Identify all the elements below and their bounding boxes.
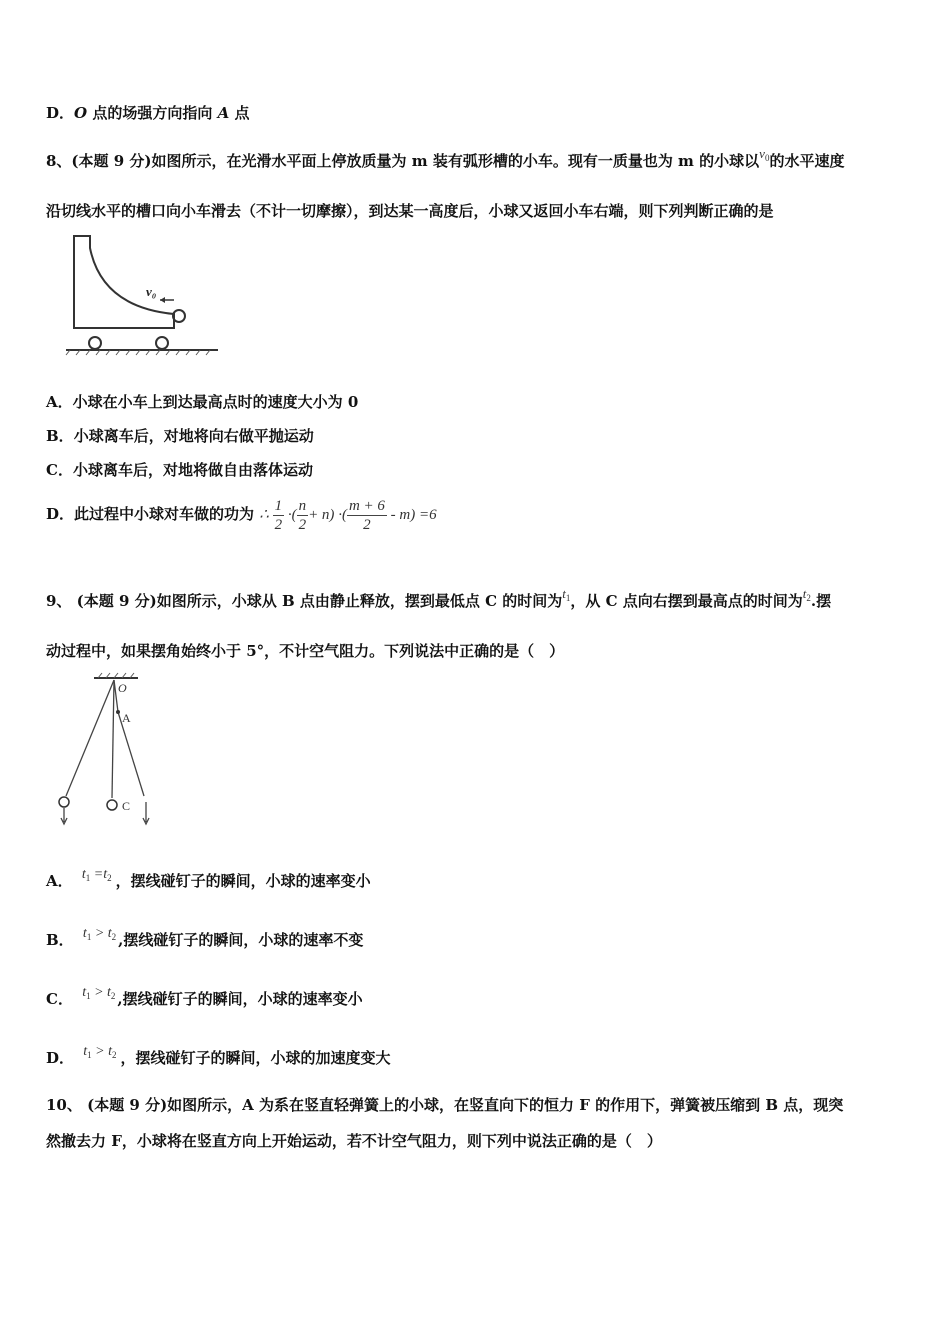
t1-symbol: $t_1$: [562, 586, 571, 603]
point-o: O: [74, 104, 88, 122]
t-relation: $t_1 > t_2$: [82, 985, 116, 1001]
q8-option-b: B．小球离车后，对地将向右做平抛运动: [46, 427, 314, 445]
q8-option-d: D．此过程中小球对车做的功为 ∴ $\frac{1}{2}$ ·( $\frac{n}{2}$ + n) ·( $\frac{m + 6}{2}$ - m) =6: [46, 498, 437, 534]
q8-option-c: C．小球离车后，对地将做自由落体运动: [46, 461, 313, 479]
t-relation: $t_1 =t_2$: [81, 867, 112, 883]
ball-c: [107, 800, 117, 810]
q9-option-a: A． $t_1 =t_2$ ，摆线碰钉子的瞬间，小球的速率变小: [46, 867, 371, 890]
q9-line2: 动过程中，如果摆角始终小于 5°，不计空气阻力。下列说法中正确的是（ ）: [46, 642, 565, 660]
q9-option-b: B． $t_1 > t_2$ ,摆线碰钉子的瞬间，小球的速率不变: [46, 926, 364, 949]
cart-body: [74, 236, 174, 328]
label-a: A: [122, 711, 131, 725]
t-relation: $t_1 > t_2$: [83, 1044, 117, 1060]
cart-figure: [62, 232, 222, 357]
t2-symbol: $t_2$: [802, 586, 811, 603]
wheel-left: [89, 337, 101, 349]
q8-line1: 8、(本题 9 分)如图所示，在光滑水平面上停放质量为 m 装有弧形槽的小车。现有一质量也为 m 的小球以$v_0$的水平速度: [46, 146, 845, 170]
point-a: A: [217, 104, 230, 122]
q9-option-c: C． $t_1 > t_2$ ,摆线碰钉子的瞬间，小球的速率变小: [46, 985, 363, 1008]
q10-line1: 10、 (本题 9 分)如图所示，A 为系在竖直轻弹簧上的小球，在竖直向下的恒力 F 的作用下，弹簧被压缩到 B 点，现突: [46, 1096, 844, 1114]
q9-line1: 9、 (本题 9 分)如图所示，小球从 B 点由静止释放，摆到最低点 C 的时间为$t_1$，从 C 点向右摆到最高点的时间为$t_2$.摆: [46, 586, 832, 610]
v0-label: v₀: [146, 284, 157, 299]
q7-option-d: D．O 点的场强方向指向 A 点: [46, 104, 250, 122]
v0-symbol: $v_0$: [759, 146, 770, 163]
label-c: C: [122, 799, 131, 813]
q9-option-d: D． $t_1 > t_2$ ，摆线碰钉子的瞬间，小球的加速度变大: [46, 1044, 391, 1067]
q10-line2: 然撤去力 F，小球将在竖直方向上开始运动，若不计空气阻力，则下列中说法正确的是（ ）: [46, 1132, 662, 1150]
q8-line2: 沿切线水平的槽口向小车滑去（不计一切摩擦），到达某一高度后，小球又返回小车右端，则下列判断正确的是: [46, 202, 774, 220]
pendulum-figure: [46, 672, 166, 830]
t-relation: $t_1 > t_2$: [82, 926, 117, 942]
wheel-right: [156, 337, 168, 349]
nail-a: [116, 710, 120, 714]
work-formula: ∴ $\frac{1}{2}$ ·( $\frac{n}{2}$ + n) ·( $\frac{m + 6}{2}$ - m) =6: [259, 498, 437, 534]
label-o: O: [118, 681, 127, 695]
q8-option-a: A．小球在小车上到达最高点时的速度大小为 0: [46, 393, 359, 411]
ball-b: [59, 797, 69, 807]
